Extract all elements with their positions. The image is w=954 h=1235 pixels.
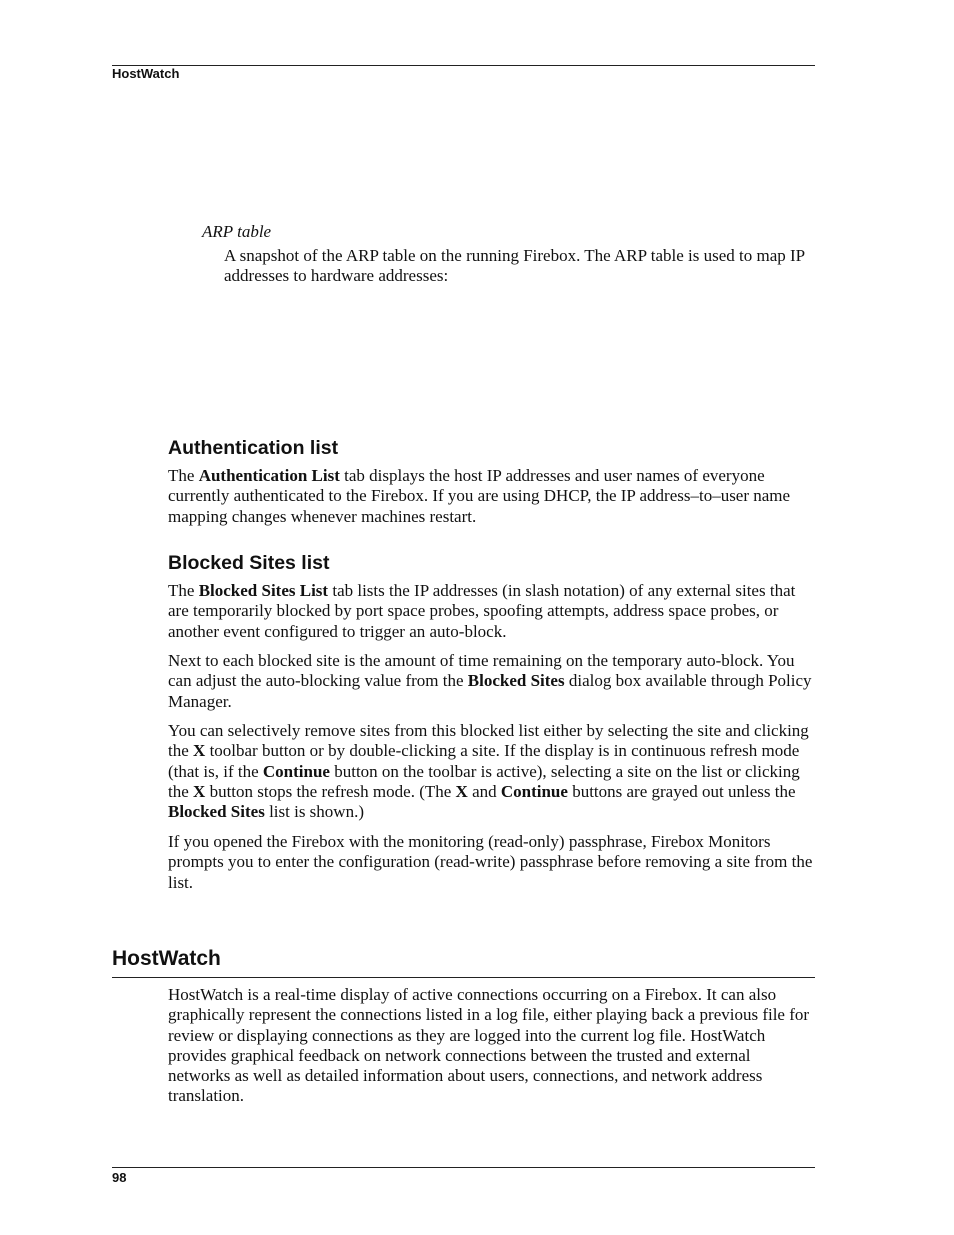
- running-head: HostWatch: [112, 66, 180, 81]
- page-number: 98: [112, 1170, 127, 1185]
- blocked-sites-paragraph-4: If you opened the Firebox with the monitoring (read-only) passphrase, Firebox Monitors prompts you to enter the configuration (read-write) passphrase before removing a site from the list.: [168, 832, 813, 892]
- arp-table-term: ARP table: [202, 222, 272, 241]
- authentication-list-paragraph: The Authentication List tab displays the host IP addresses and user names of everyone currently authenticated to the Firebox. If you are using DHCP, the IP address–to–user name mapping changes whenever machines restart.: [168, 466, 791, 526]
- footer-rule: [112, 1167, 815, 1168]
- blocked-sites-heading: Blocked Sites list: [168, 552, 330, 574]
- hostwatch-heading-rule: [112, 977, 815, 978]
- hostwatch-paragraph: HostWatch is a real-time display of active connections occurring on a Firebox. It can also graphically represent the connections listed in a log file, either playing back a previous file for review or displaying connections as they are logged into the current log file. HostWatch provides graphical feedback on network connections between the trusted and external networks as well as detailed information about users, connections, and network address translation.: [168, 985, 810, 1106]
- hostwatch-heading: HostWatch: [112, 947, 221, 970]
- header-rule: [112, 65, 815, 66]
- blocked-sites-paragraph-2: Next to each blocked site is the amount of time remaining on the temporary auto-block. You can adjust the auto-blocking value from the Blocked Sites dialog box available through Policy Manager.: [168, 651, 812, 711]
- authentication-list-heading: Authentication list: [168, 437, 339, 459]
- blocked-sites-paragraph-1: The Blocked Sites List tab lists the IP addresses (in slash notation) of any external sites that are temporarily blocked by port space probes, spoofing attempts, address space probes, or another event configured to trigger an auto-block.: [168, 581, 796, 641]
- arp-table-description: A snapshot of the ARP table on the running Firebox. The ARP table is used to map IP addresses to hardware addresses:: [224, 246, 805, 286]
- blocked-sites-paragraph-3: You can selectively remove sites from this blocked list either by selecting the site and clicking the X toolbar button or by double-clicking a site. If the display is in continuous refresh mode (that is, if the Continue button on the toolbar is active), selecting a site on the list or clicking the X button stops the refresh mode. (The X and Continue buttons are grayed out unless the Blocked Sites list is shown.): [168, 721, 809, 822]
